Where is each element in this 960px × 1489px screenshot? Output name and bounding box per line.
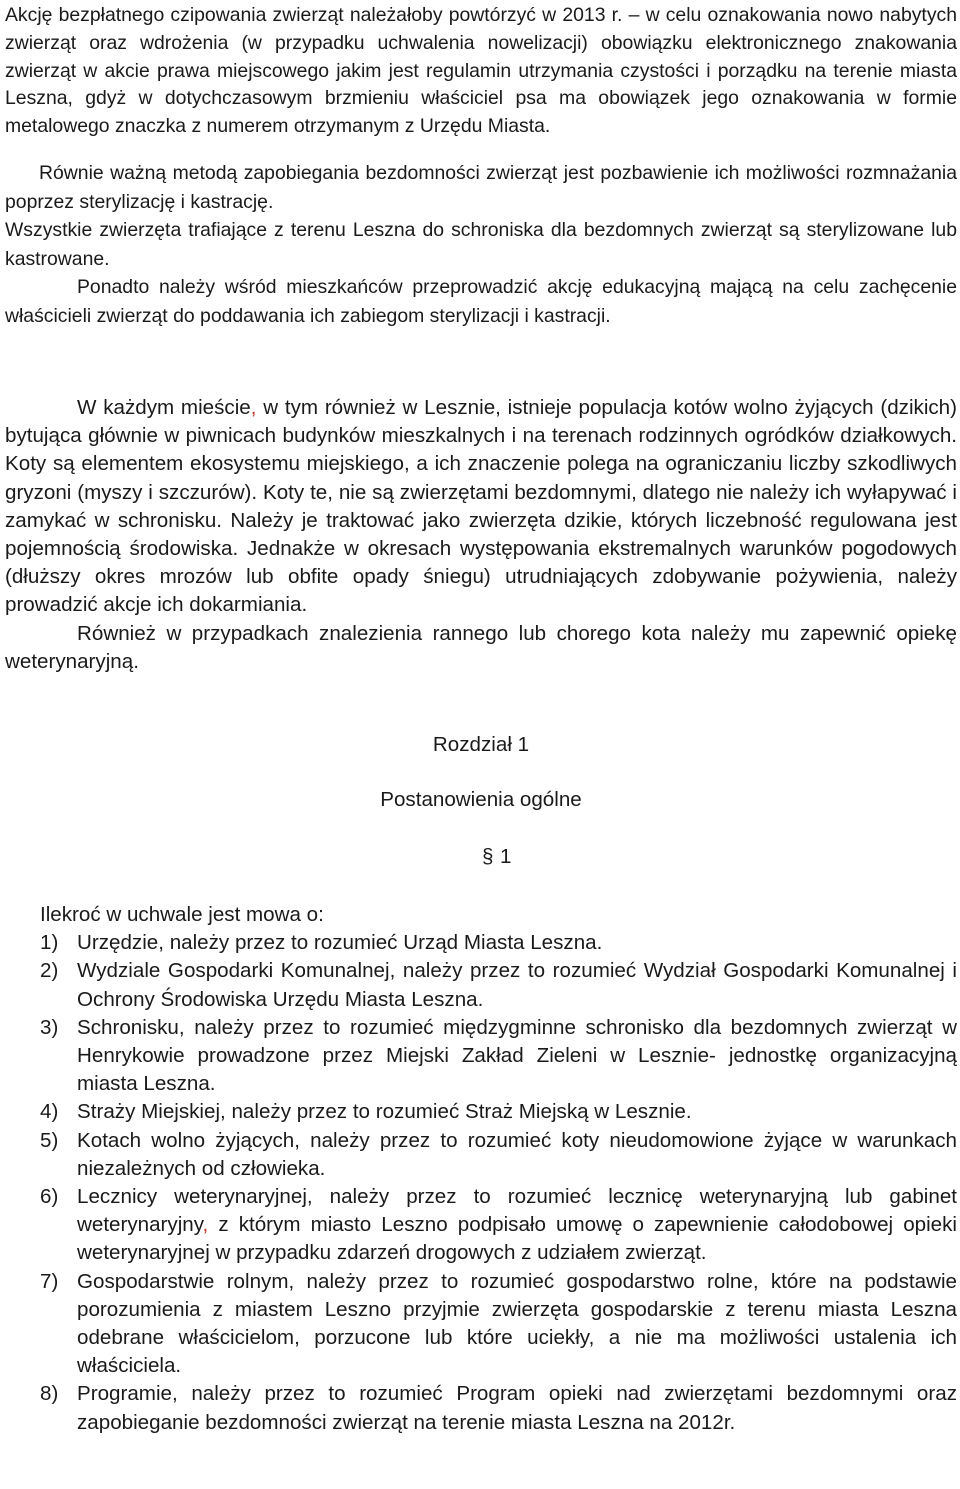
definitions-list [5,929,957,1437]
feral-cats-rest: w tym również w Lesznie, istnieje populacja kotów wolno żyjących (dzikich) bytująca głównie w piwnicach budynków mieszkalnych i na terenach rodzinnych ogródków działkowych. Koty są elementem ekosystemu miejskiego, a ich znaczenie polega na ograniczaniu liczby szkodliwych gryzoni (myszy i szczurów). Koty te, nie są zwierzętami bezdomnymi, dlatego nie należy ich wyłapywać i zamykać w schronisku. Należy je traktować jako zwierzęta dzikie, których liczebność regulowana jest pojemnością środowiska. Jednakże w okresach występowania ekstremalnych warunków pogodowych (dłuższy okres mrozów lub obfite opady śniegu) utrudniających zdobywanie pożywienia, należy prowadzić akcje ich dokarmiania. [5,396,957,617]
paragraph-education: Ponadto należy wśród mieszkańców przeprowadzić akcję edukacyjną mającą na celu zachęcenie właścicieli zwierząt do poddawania ich zabiegom sterylizacji i kastracji. [5,276,957,327]
list-item [5,1268,957,1381]
definitions-section [5,901,957,1437]
feral-cats-start: W każdym mieście [77,396,251,419]
item-number: 2) [40,959,59,983]
item-text: Programie, należy przez to rozumieć Program opieki nad zwierzętami bezdomnymi oraz zapobieganie bezdomności zwierząt na terenie miasta Leszna na 2012r. [77,1382,957,1434]
definitions-intro: Ilekroć w uchwale jest mowa o: [40,903,324,926]
paragraph-sterilization: Równie ważną metodą zapobiegania bezdomności zwierząt jest pozbawienie ich możliwości rozmnażania poprzez sterylizację i kastrację. [5,161,957,213]
item-text: Straży Miejskiej, należy przez to rozumieć Straż Miejską w Lesznie. [77,1100,692,1124]
item-text: Gospodarstwie rolnym, należy przez to rozumieć gospodarstwo rolne, które na podstawie porozumienia z miastem Leszno przyjmie zwierzęta gospodarskie z terenu miasta Leszna odebrane właścicielom, porzucone lub które uciekły, a nie ma możliwości ustalenia ich właściciela. [77,1269,957,1378]
item-number: 6) [40,1185,59,1209]
item-number: 3) [40,1015,59,1039]
item-number: 8) [40,1382,59,1406]
item-number: 5) [40,1128,59,1152]
feral-cats-red-comma: , [250,396,257,419]
item-text-red-comma: , [202,1213,209,1237]
item-text: Schronisku, należy przez to rozumieć międzygminne schronisko dla bezdomnych zwierząt w Henrykowie prowadzone przez Miejski Zakład Zieleni w Lesznie- jednostkę organizacyjną miasta Leszna. [77,1015,957,1096]
list-item [5,957,957,1013]
item-text: Urzędzie, należy przez to rozumieć Urząd Miasta Leszna. [77,931,603,955]
chapter-title: Postanowienia ogólne [380,788,582,811]
item-number: 4) [40,1100,59,1124]
section-number: 1 [500,845,512,868]
item-text: Wydziale Gospodarki Komunalnej, należy przez to rozumieć Wydział Gospodarki Komunalnej i Ochrony Środowiska Urzędu Miasta Leszna. [77,959,957,1011]
list-item [5,1014,957,1099]
paragraph-feral-cats [5,394,957,620]
list-item [5,1380,957,1436]
paragraph-chipping: Akcję bezpłatnego czipowania zwierząt należałoby powtórzyć w 2013 r. – w celu oznakowania nowo nabytych zwierząt oraz wdrożenia (w przypadku uchwalenia nowelizacji) obowiązku elektronicznego znakowania zwierząt w akcie prawa miejscowego jakim jest regulamin utrzymania czystości i porządku na terenie miasta Leszna, gdyż w dotychczasowym brzmieniu właściciel psa ma obowiązek jego oznakowania w formie metalowego znaczka z numerem otrzymanym z Urzędu Miasta. [5,4,957,138]
item-number: 1) [40,931,59,955]
section-heading [482,845,511,869]
item-text: Kotach wolno żyjących, należy przez to rozumieć koty nieudomowione żyjące w warunkach niezależnych od człowieka. [77,1128,957,1180]
list-item [5,929,957,957]
paragraph-injured-cats: Również w przypadkach znalezienia rannego lub chorego kota należy mu zapewnić opiekę weterynaryjną. [5,621,957,673]
list-item [5,1183,957,1268]
chapter-heading: Rozdział 1 [432,733,530,756]
item-number: 7) [40,1269,59,1293]
cats-section [5,394,957,676]
list-item [5,1098,957,1126]
item-text-start: Lecznicy weterynaryjnej, należy przez to rozumieć lecznicę weterynaryjną lub gabinet weterynaryjny [77,1185,957,1237]
list-item [5,1127,957,1183]
intro-section [5,2,957,331]
section-sign: § [482,845,494,868]
paragraph-shelter-animals: Wszystkie zwierzęta trafiające z terenu Leszna do schroniska dla bezdomnych zwierząt są sterylizowane lub kastrowane. [5,219,957,270]
item-text-rest: z którym miasto Leszno podpisało umowę o zapewnienie całodobowej opieki weterynaryjnej w przypadku zdarzeń drogowych z udziałem zwierząt. [77,1213,957,1265]
